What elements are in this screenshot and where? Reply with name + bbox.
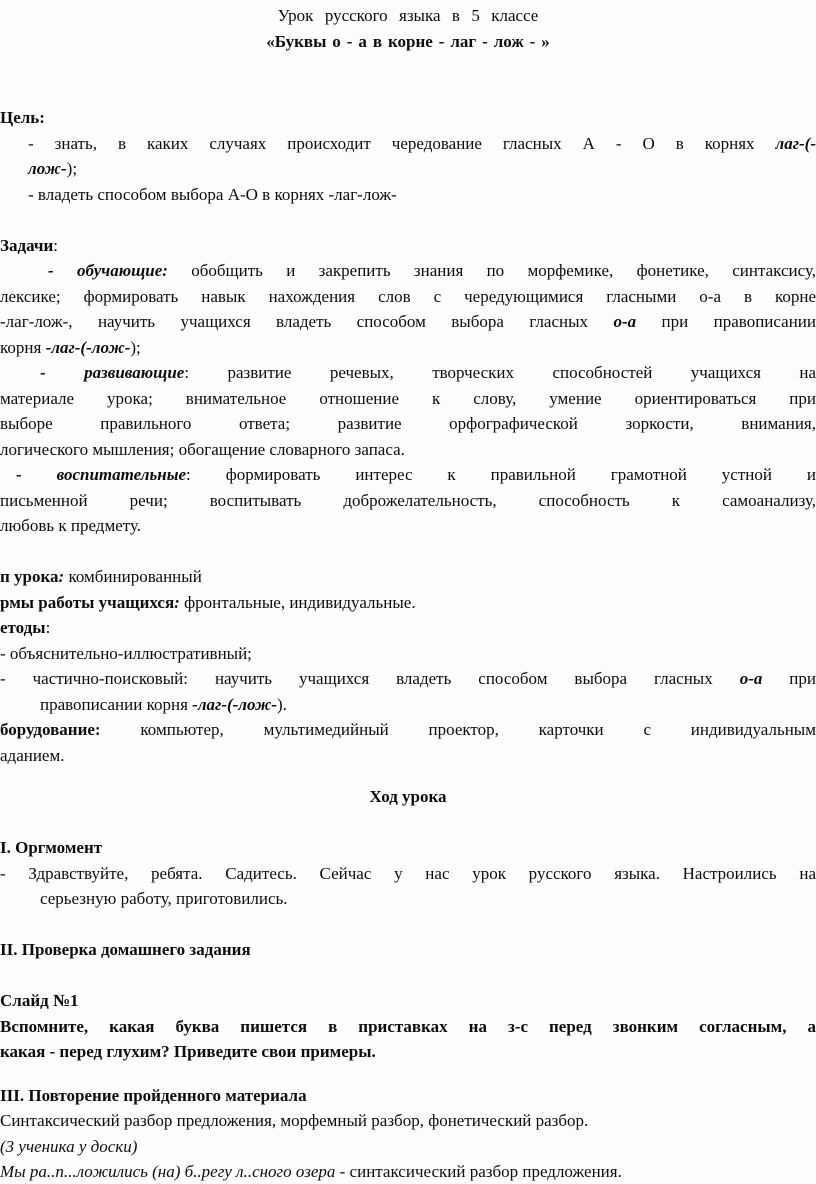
text-line bbox=[0, 886, 816, 912]
text-segment: II. Проверка домашнего задания bbox=[0, 940, 251, 959]
text-segment: фронтальные, индивидуальные. bbox=[179, 592, 416, 612]
text-segment: при правописании bbox=[636, 312, 816, 331]
text-segment: : bbox=[58, 567, 65, 586]
text-segment: лаг-(- bbox=[775, 133, 816, 153]
text-line bbox=[0, 1108, 816, 1134]
text-line bbox=[0, 513, 816, 539]
text-segment: : bbox=[45, 618, 51, 637]
text-segment: «Буквы о - а в корне - лаг - лож - » bbox=[266, 31, 550, 51]
doc-title-line-1 bbox=[0, 3, 816, 29]
text-segment: корня bbox=[0, 337, 46, 357]
text-line bbox=[0, 182, 816, 208]
text-line bbox=[0, 861, 816, 887]
text-segment: Цель: bbox=[0, 108, 45, 127]
blank-line bbox=[0, 207, 816, 233]
text-line bbox=[0, 666, 816, 692]
text-line bbox=[0, 462, 816, 488]
text-line bbox=[0, 411, 816, 437]
text-segment: правописании корня bbox=[40, 694, 193, 714]
text-line bbox=[0, 386, 816, 412]
lesson-flow-heading bbox=[0, 784, 816, 810]
text-line bbox=[0, 131, 816, 157]
text-segment: воспитательные bbox=[56, 465, 187, 484]
text-segment: Мы ра..п...ложились (на) б..регу л..сного озера bbox=[0, 1162, 340, 1181]
text-segment: компьютер, мультимедийный проектор, карточки с индивидуальным bbox=[100, 720, 816, 739]
text-segment: лож- bbox=[28, 159, 67, 178]
text-segment: лексике; формировать навык нахождения слов с чередующимися гласными о-а в корне bbox=[0, 286, 816, 306]
doc-title-line-2 bbox=[0, 29, 816, 55]
document-body bbox=[0, 3, 816, 1184]
text-line bbox=[0, 641, 816, 667]
text-line bbox=[0, 488, 816, 514]
text-line bbox=[0, 1039, 816, 1065]
section-2-heading bbox=[0, 937, 816, 963]
text-segment: -лаг-(-лож- bbox=[192, 694, 277, 714]
text-segment: борудование: bbox=[0, 720, 101, 739]
text-segment: Урок русского языка в 5 классе bbox=[277, 6, 539, 25]
text-segment: - синтаксический разбор предложения. bbox=[339, 1162, 622, 1181]
text-segment: - частично-поисковый: научить учащихся владеть способом выбора гласных bbox=[0, 669, 740, 688]
text-segment: какая - перед глухим? Приведите свои примеры. bbox=[0, 1042, 376, 1061]
text-line bbox=[0, 1134, 816, 1160]
text-line bbox=[0, 1014, 816, 1040]
tasks-heading bbox=[0, 233, 816, 259]
text-line bbox=[0, 335, 816, 361]
text-segment: Слайд №1 bbox=[0, 991, 79, 1010]
blank-line bbox=[0, 912, 816, 938]
text-segment: : формировать интерес к правильной грамотной устной и bbox=[186, 465, 816, 484]
text-segment: - объяснительно-иллюстративный; bbox=[0, 643, 252, 663]
text-segment: - bbox=[16, 465, 57, 484]
text-segment: серьезную работу, приготовились. bbox=[40, 889, 288, 908]
blank-line bbox=[0, 1065, 816, 1083]
text-segment: : bbox=[174, 592, 180, 612]
text-segment: комбинированный bbox=[64, 567, 202, 586]
text-segment: Задачи bbox=[0, 235, 54, 255]
equipment-line bbox=[0, 717, 816, 743]
text-segment: -лаг-(-лож- bbox=[45, 337, 131, 357]
section-3-heading bbox=[0, 1083, 816, 1109]
text-line bbox=[0, 743, 816, 769]
text-segment: ). bbox=[276, 694, 287, 714]
text-line bbox=[0, 692, 816, 718]
text-segment: аданием. bbox=[0, 745, 65, 765]
text-line bbox=[0, 1159, 816, 1184]
text-segment: письменной речи; воспитывать доброжелательность, способность к самоанализу, bbox=[0, 490, 816, 510]
text-segment: - владеть способом выбора А-О в корнях -лаг-лож- bbox=[28, 184, 397, 204]
text-segment: - bbox=[40, 363, 85, 382]
lesson-type-line bbox=[0, 564, 816, 590]
text-segment: - Здравствуйте, ребята. Садитесь. Сейчас у нас урок русского языка. Настроились на bbox=[0, 863, 816, 883]
slide-1-label bbox=[0, 988, 816, 1014]
section-1-heading bbox=[0, 835, 816, 861]
text-segment: Ход урока bbox=[369, 787, 447, 806]
text-segment: - обучающие: bbox=[48, 261, 192, 280]
text-segment: етоды bbox=[0, 618, 46, 637]
text-segment: Синтаксический разбор предложения, морфемный разбор, фонетический разбор. bbox=[0, 1111, 589, 1130]
text-segment: III. Повторение пройденного материала bbox=[0, 1085, 307, 1105]
blank-line bbox=[0, 810, 816, 836]
blank-line bbox=[0, 768, 816, 784]
goal-heading bbox=[0, 105, 816, 131]
text-segment: : развитие речевых, творческих способностей учащихся на bbox=[184, 363, 816, 382]
text-line bbox=[0, 258, 816, 284]
text-segment: п урока bbox=[0, 567, 59, 586]
text-segment: ); bbox=[66, 159, 78, 178]
text-segment: ); bbox=[130, 337, 141, 357]
text-segment: любовь к предмету. bbox=[0, 516, 141, 535]
text-segment: материале урока; внимательное отношение к слову, умение ориентироваться при bbox=[0, 388, 816, 408]
text-segment: выборе правильного ответа; развитие орфографической зоркости, внимания, bbox=[0, 414, 816, 433]
text-segment: логического мышления; обогащение словарного запаса. bbox=[0, 439, 405, 459]
text-segment: (3 ученика у доски) bbox=[0, 1136, 138, 1156]
text-segment: при bbox=[762, 669, 816, 688]
text-segment: о-а bbox=[739, 669, 763, 688]
work-forms-line bbox=[0, 590, 816, 616]
text-segment: обобщить и закрепить знания по морфемике, фонетике, синтаксису, bbox=[191, 261, 816, 280]
text-line bbox=[0, 309, 816, 335]
text-line bbox=[0, 284, 816, 310]
text-segment: развивающие bbox=[84, 363, 185, 382]
text-segment: рмы работы учащихся bbox=[0, 592, 175, 612]
text-line bbox=[0, 437, 816, 463]
methods-heading bbox=[0, 615, 816, 641]
blank-line bbox=[0, 80, 816, 106]
text-segment: Вспомните, какая буква пишется в приставках на з-с перед звонким согласным, а bbox=[0, 1016, 816, 1036]
text-segment: о-а bbox=[613, 312, 637, 331]
blank-line bbox=[0, 54, 816, 80]
blank-line bbox=[0, 539, 816, 565]
text-segment: I. Оргмомент bbox=[0, 838, 103, 857]
text-segment: : bbox=[53, 235, 59, 255]
text-segment: - знать, в каких случаях происходит чередование гласных А - О в корнях bbox=[28, 133, 776, 153]
text-line bbox=[0, 156, 816, 182]
text-segment: -лаг-лож-, научить учащихся владеть способом выбора гласных bbox=[0, 312, 614, 331]
blank-line bbox=[0, 963, 816, 989]
text-line bbox=[0, 360, 816, 386]
